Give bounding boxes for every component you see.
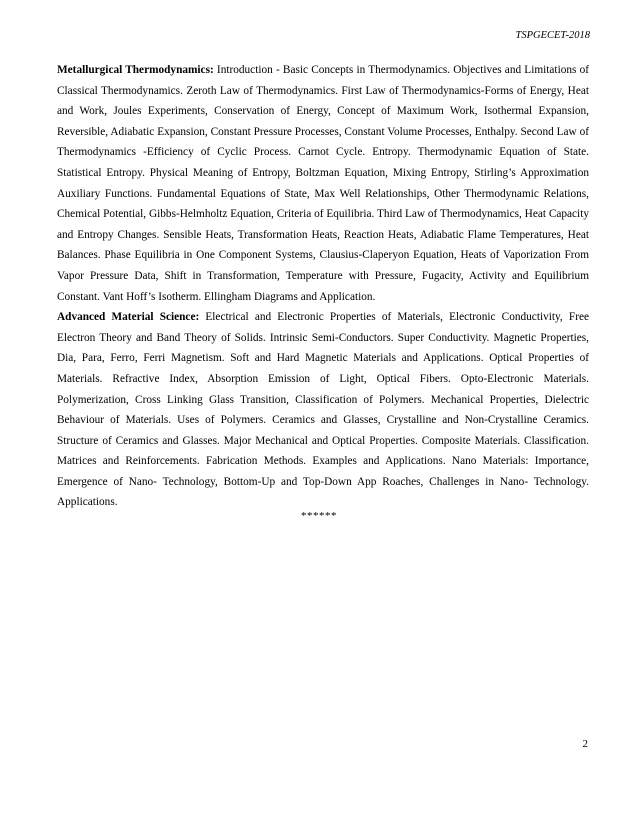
section-title: Metallurgical Thermodynamics:: [57, 64, 214, 76]
document-code-header: TSPGECET-2018: [515, 30, 590, 41]
section-title: Advanced Material Science:: [57, 311, 200, 324]
section-body: Introduction - Basic Concepts in Thermodynamics. Objectives and Limitations of Classical Thermodynamics. Zeroth Law of Thermodynamics. First Law of Thermodynamics-Forms of Energy, Heat and Work, Joules Experiments, Conservation of Energy, Concept of Maximum Work, Isothermal Expansion, Reversible, Adiabatic Expansion, Constant Pressure Processes, Constant Volume Processes, Enthalpy. Second Law of Thermodynamics -Efficiency of Cyclic Process. Carnot Cycle. Entropy. Thermodynamic Equation of State. Statistical Entropy. Physical Meaning of Entropy, Boltzman Equation, Mixing Entropy, Stirling’s Approximation Auxiliary Functions. Fundamental Equations of State, Max Well Relationships, Other Thermodynamic Relations, Chemical Potential, Gibbs-Helmholtz Equation, Criteria of Equilibria. Third Law of Thermodynamics, Heat Capacity and Entropy Changes. Sensible Heats, Transformation Heats, Reaction Heats, Adiabatic Flame Temperatures, Heat Balances. Phase Equilibria in One Component Systems, Clausius-Claperyon Equation, Heats of Vaporization From Vapor Pressure Data, Shift in Transformation, Temperature with Pressure, Fugacity, Activity and Equilibrium Constant. Vant Hoff’s Isotherm. Ellingham Diagrams and Application.: [57, 64, 590, 303]
section-separator: ******: [301, 510, 337, 522]
syllabus-content: [57, 60, 589, 513]
section-advanced-material-science: [57, 307, 589, 513]
page-number: 2: [582, 738, 588, 750]
section-metallurgical-thermodynamics: [57, 60, 589, 307]
section-body: Electrical and Electronic Properties of Materials, Electronic Conductivity, Free Electron Theory and Band Theory of Solids. Intrinsic Semi-Conductors. Super Conductivity. Magnetic Properties, Dia, Para, Ferro, Ferri Magnetism. Soft and Hard Magnetic Materials and Applications. Optical Properties of Materials. Refractive Index, Absorption Emission of Light, Optical Fibers. Opto-Electronic Materials. Polymerization, Cross Linking Glass Transition, Classification of Polymers. Mechanical Properties, Dielectric Behaviour of Materials. Uses of Polymers. Ceramics and Glasses, Crystalline and Non-Crystalline Ceramics. Structure of Ceramics and Glasses. Major Mechanical and Optical Properties. Composite Materials. Classification. Matrices and Reinforcements. Fabrication Methods. Examples and Applications. Nano Materials: Importance, Emergence of Nano- Technology, Bottom-Up and Top-Down App Roaches, Challenges in Nano- Technology. Applications.: [57, 311, 589, 509]
